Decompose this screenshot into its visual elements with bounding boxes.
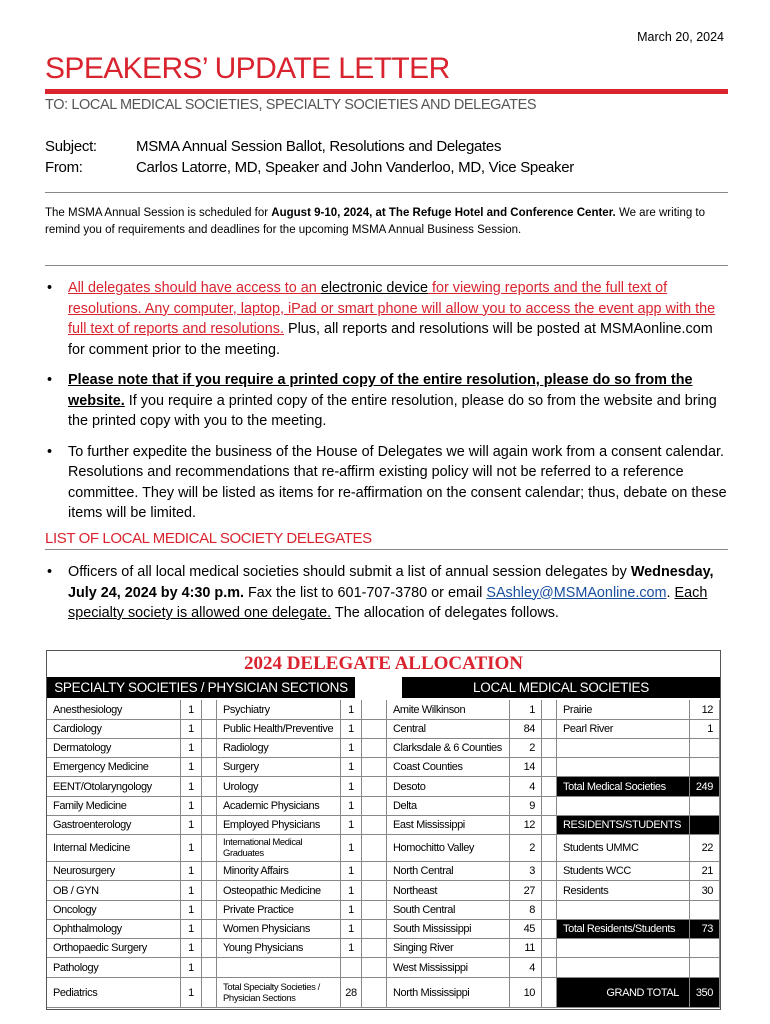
allocation-count: 28	[341, 978, 362, 1008]
allocation-name: Northeast	[387, 881, 510, 901]
allocation-count: 1	[181, 939, 202, 958]
spacer-cell	[362, 797, 387, 816]
allocation-name	[557, 939, 690, 958]
allocation-count: 249	[690, 777, 720, 797]
spacer-cell	[542, 739, 557, 758]
spacer-cell	[542, 901, 557, 920]
spacer-cell	[202, 797, 217, 816]
allocation-name: Employed Physicians	[217, 816, 341, 835]
spacer-cell	[542, 777, 557, 797]
allocation-count: 1	[181, 881, 202, 901]
bullet-dot: •	[47, 564, 53, 580]
allocation-name: Osteopathic Medicine	[217, 881, 341, 901]
bullet-electronic-device	[45, 278, 730, 360]
intro-text-2: We are writing to remind you of requirements and deadlines for the upcoming MSMA Annual Business Session.	[45, 207, 706, 236]
allocation-name: South Central	[387, 901, 510, 920]
spacer-cell	[362, 978, 387, 1008]
spacer-cell	[542, 720, 557, 739]
allocation-name: Women Physicians	[217, 920, 341, 939]
spacer-cell	[202, 758, 217, 777]
spacer-cell	[202, 920, 217, 939]
to-line: TO: LOCAL MEDICAL SOCIETIES, SPECIALTY SOCIETIES AND DELEGATES	[45, 97, 537, 113]
bullet2-bold: Please note that if you require a printed copy of the entire resolution, please do so from the website.	[68, 372, 693, 409]
allocation-count: 1	[181, 901, 202, 920]
title-divider	[45, 89, 728, 94]
allocation-name: Academic Physicians	[217, 797, 341, 816]
allocation-count: 1	[341, 720, 362, 739]
header-divider	[45, 192, 728, 193]
bullet4-text-1: Officers of all local medical societies should submit a list of annual session delegates by	[68, 564, 631, 580]
allocation-name: Oncology	[47, 901, 181, 920]
spacer-cell	[362, 700, 387, 720]
spacer-cell	[542, 816, 557, 835]
allocation-count	[690, 939, 720, 958]
bullet-dot: •	[47, 280, 53, 296]
allocation-name: Surgery	[217, 758, 341, 777]
allocation-count: 12	[690, 700, 720, 720]
spacer-cell	[542, 958, 557, 978]
allocation-name: RESIDENTS/STUDENTS	[557, 816, 690, 835]
allocation-name	[557, 758, 690, 777]
bullet2-rest: If you require a printed copy of the entire resolution, please do so from the website and bring the printed copy with you to the meeting.	[68, 392, 717, 429]
grand-total-label: GRAND TOTAL	[557, 978, 690, 1008]
bullet-list-delegates	[45, 562, 730, 634]
allocation-name: Amite Wilkinson	[387, 700, 510, 720]
allocation-name: OB / GYN	[47, 881, 181, 901]
allocation-count: 1	[181, 720, 202, 739]
bullet-dot: •	[47, 372, 53, 388]
allocation-name: Students UMMC	[557, 835, 690, 862]
allocation-name: Cardiology	[47, 720, 181, 739]
allocation-name: Family Medicine	[47, 797, 181, 816]
allocation-name: North Central	[387, 862, 510, 881]
allocation-name: Total Residents/Students	[557, 920, 690, 939]
spacer-cell	[362, 816, 387, 835]
allocation-count: 1	[181, 777, 202, 797]
allocation-count: 1	[181, 739, 202, 758]
allocation-name: Private Practice	[217, 901, 341, 920]
allocation-count: 1	[341, 700, 362, 720]
allocation-count: 2	[510, 835, 542, 862]
delegate-allocation-table	[46, 650, 721, 1010]
allocation-name: Young Physicians	[217, 939, 341, 958]
allocation-count: 1	[181, 920, 202, 939]
spacer-cell	[362, 901, 387, 920]
spacer-cell	[202, 720, 217, 739]
bullet-list	[45, 278, 730, 534]
bullet3-text: To further expedite the business of the House of Delegates we will again work from a consent calendar. Resolutions and recommendations that re-affirm existing policy will not be referred to a reference committee. They will be listed as items for re-affirmation on the consent calendar; thus, debate on these items will be limited.	[68, 443, 727, 521]
allocation-name: Radiology	[217, 739, 341, 758]
bullet4-deadline: Wednesday, July 24, 2024 by 4:30 p.m.	[68, 564, 714, 601]
allocation-count: 1	[181, 978, 202, 1008]
spacer-cell	[362, 739, 387, 758]
allocation-count: 1	[181, 700, 202, 720]
allocation-name: Central	[387, 720, 510, 739]
spacer-cell	[202, 862, 217, 881]
allocation-count	[690, 758, 720, 777]
allocation-name: Anesthesiology	[47, 700, 181, 720]
bullet-dot: •	[47, 443, 53, 460]
from-label: From:	[45, 159, 83, 176]
allocation-name: Prairie	[557, 700, 690, 720]
allocation-count: 1	[181, 958, 202, 978]
allocation-name: Emergency Medicine	[47, 758, 181, 777]
allocation-count: 9	[510, 797, 542, 816]
bullet4-underlined: Each specialty society is allowed one delegate.	[68, 584, 708, 621]
bullet1-red-text-a: All delegates should have access to an	[68, 280, 321, 296]
spacer-cell	[202, 739, 217, 758]
allocation-name: Coast Counties	[387, 758, 510, 777]
allocation-count: 1	[341, 862, 362, 881]
allocation-name: EENT/Otolaryngology	[47, 777, 181, 797]
letter-date: March 20, 2024	[637, 30, 724, 44]
spacer-cell	[362, 758, 387, 777]
allocation-count: 12	[510, 816, 542, 835]
allocation-count: 11	[510, 939, 542, 958]
allocation-count: 14	[510, 758, 542, 777]
allocation-count: 1	[181, 758, 202, 777]
allocation-name: Desoto	[387, 777, 510, 797]
intro-dates: August 9-10, 2024, at The Refuge Hotel and Conference Center.	[271, 207, 616, 219]
allocation-count: 1	[341, 758, 362, 777]
allocation-count: 1	[181, 835, 202, 862]
allocation-count: 4	[510, 777, 542, 797]
intro-paragraph	[45, 205, 730, 239]
section-divider	[45, 549, 728, 550]
allocation-name: East Mississippi	[387, 816, 510, 835]
allocation-count: 30	[690, 881, 720, 901]
allocation-name: Public Health/Preventive	[217, 720, 341, 739]
email-link[interactable]: SAshley@MSMAonline.com	[486, 584, 667, 601]
allocation-count: 73	[690, 920, 720, 939]
table-title: 2024 DELEGATE ALLOCATION	[243, 653, 524, 674]
allocation-name: Homochitto Valley	[387, 835, 510, 862]
allocation-name: North Mississippi	[387, 978, 510, 1008]
spacer-cell	[202, 881, 217, 901]
spacer-cell	[362, 720, 387, 739]
spacer-cell	[362, 777, 387, 797]
allocation-count: 1	[181, 816, 202, 835]
allocation-count: 1	[341, 901, 362, 920]
allocation-name: Ophthalmology	[47, 920, 181, 939]
spacer-cell	[542, 797, 557, 816]
allocation-name: Pediatrics	[47, 978, 181, 1008]
allocation-name: Minority Affairs	[217, 862, 341, 881]
allocation-name	[557, 901, 690, 920]
spacer-cell	[542, 835, 557, 862]
allocation-count: 1	[341, 777, 362, 797]
spacer-cell	[202, 958, 217, 978]
allocation-count: 1	[181, 862, 202, 881]
bullet4-text-4: The allocation of delegates follows.	[331, 605, 559, 621]
allocation-count	[690, 797, 720, 816]
allocation-count: 1	[341, 939, 362, 958]
spacer-cell	[202, 777, 217, 797]
allocation-name	[557, 739, 690, 758]
allocation-name: Pearl River	[557, 720, 690, 739]
allocation-count: 1	[690, 720, 720, 739]
allocation-count: 1	[341, 881, 362, 901]
spacer-cell	[202, 816, 217, 835]
bullet4-text-3: .	[666, 584, 675, 601]
allocation-count: 1	[341, 797, 362, 816]
from-row	[45, 159, 574, 176]
bullet4-text-2: Fax the list to 601-707-3780 or email	[243, 584, 487, 601]
allocation-name: Total Medical Societies	[557, 777, 690, 797]
allocation-name	[557, 797, 690, 816]
allocation-count: 8	[510, 901, 542, 920]
spacer-cell	[362, 862, 387, 881]
intro-divider	[45, 265, 728, 266]
bullet1-red-text-b: for viewing reports and the full text of resolutions. Any computer, laptop, iPad or smart phone will allow you to access the event app with the full text of reports and resolutions.	[68, 280, 716, 337]
allocation-name: Orthopaedic Surgery	[47, 939, 181, 958]
spacer-cell	[542, 881, 557, 901]
from-value: Carlos Latorre, MD, Speaker and John Vanderloo, MD, Vice Speaker	[136, 159, 574, 176]
allocation-name: Delta	[387, 797, 510, 816]
spacer-cell	[542, 758, 557, 777]
allocation-name: Total Specialty Societies / Physician Sections	[217, 978, 341, 1008]
section-heading: LIST OF LOCAL MEDICAL SOCIETY DELEGATES	[45, 530, 372, 547]
spacer-cell	[362, 939, 387, 958]
allocation-name	[217, 958, 341, 978]
allocation-count: 1	[341, 835, 362, 862]
spacer-cell	[542, 920, 557, 939]
allocation-count	[690, 901, 720, 920]
allocation-name: West Mississippi	[387, 958, 510, 978]
allocation-count	[690, 739, 720, 758]
allocation-count	[690, 816, 720, 835]
allocation-count: 2	[510, 739, 542, 758]
allocation-name: Clarksdale & 6 Counties	[387, 739, 510, 758]
spacer-cell	[202, 901, 217, 920]
letter-title: SPEAKERS’ UPDATE LETTER	[45, 52, 450, 85]
subject-label: Subject:	[45, 138, 97, 155]
spacer-cell	[362, 920, 387, 939]
allocation-name: South Mississippi	[387, 920, 510, 939]
allocation-name: Students WCC	[557, 862, 690, 881]
allocation-name: Residents	[557, 881, 690, 901]
allocation-name: Gastroenterology	[47, 816, 181, 835]
allocation-name: Pathology	[47, 958, 181, 978]
spacer-cell	[362, 881, 387, 901]
allocation-count	[690, 958, 720, 978]
allocation-name: Psychiatry	[217, 700, 341, 720]
allocation-count: 3	[510, 862, 542, 881]
spacer-cell	[202, 835, 217, 862]
allocation-name: Internal Medicine	[47, 835, 181, 862]
spacer-cell	[542, 939, 557, 958]
allocation-count: 21	[690, 862, 720, 881]
grand-total-value: 350	[690, 978, 720, 1008]
allocation-count: 27	[510, 881, 542, 901]
spacer-cell	[202, 700, 217, 720]
allocation-count: 1	[341, 739, 362, 758]
allocation-count: 1	[510, 700, 542, 720]
bullet-printed-copy	[45, 370, 730, 432]
bullet-consent-calendar	[45, 442, 730, 524]
allocation-count: 1	[181, 797, 202, 816]
header-local: LOCAL MEDICAL SOCIETIES	[402, 677, 720, 698]
spacer-cell	[202, 978, 217, 1008]
bullet-submit-delegates	[45, 562, 730, 624]
subject-row	[45, 138, 501, 155]
bullet1-device: electronic device	[320, 280, 428, 296]
allocation-count: 10	[510, 978, 542, 1008]
intro-text-1: The MSMA Annual Session is scheduled for	[45, 207, 272, 219]
allocation-count: 1	[341, 920, 362, 939]
allocation-name: Urology	[217, 777, 341, 797]
allocation-count: 84	[510, 720, 542, 739]
allocation-count	[341, 958, 362, 978]
spacer-cell	[542, 978, 557, 1008]
allocation-name: Neurosurgery	[47, 862, 181, 881]
allocation-name	[557, 958, 690, 978]
allocation-name: International Medical Graduates	[217, 835, 341, 862]
header-specialty: SPECIALTY SOCIETIES / PHYSICIAN SECTIONS	[47, 677, 355, 698]
allocation-count: 45	[510, 920, 542, 939]
spacer-cell	[542, 700, 557, 720]
allocation-name: Singing River	[387, 939, 510, 958]
spacer-cell	[202, 939, 217, 958]
allocation-name: Dermatology	[47, 739, 181, 758]
allocation-count: 22	[690, 835, 720, 862]
spacer-cell	[542, 862, 557, 881]
spacer-cell	[362, 835, 387, 862]
bullet1-rest: Plus, all reports and resolutions will be posted at MSMAonline.com for comment prior to the meeting.	[68, 321, 713, 358]
spacer-cell	[362, 958, 387, 978]
allocation-count: 1	[341, 816, 362, 835]
subject-value: MSMA Annual Session Ballot, Resolutions and Delegates	[136, 138, 502, 155]
allocation-count: 4	[510, 958, 542, 978]
